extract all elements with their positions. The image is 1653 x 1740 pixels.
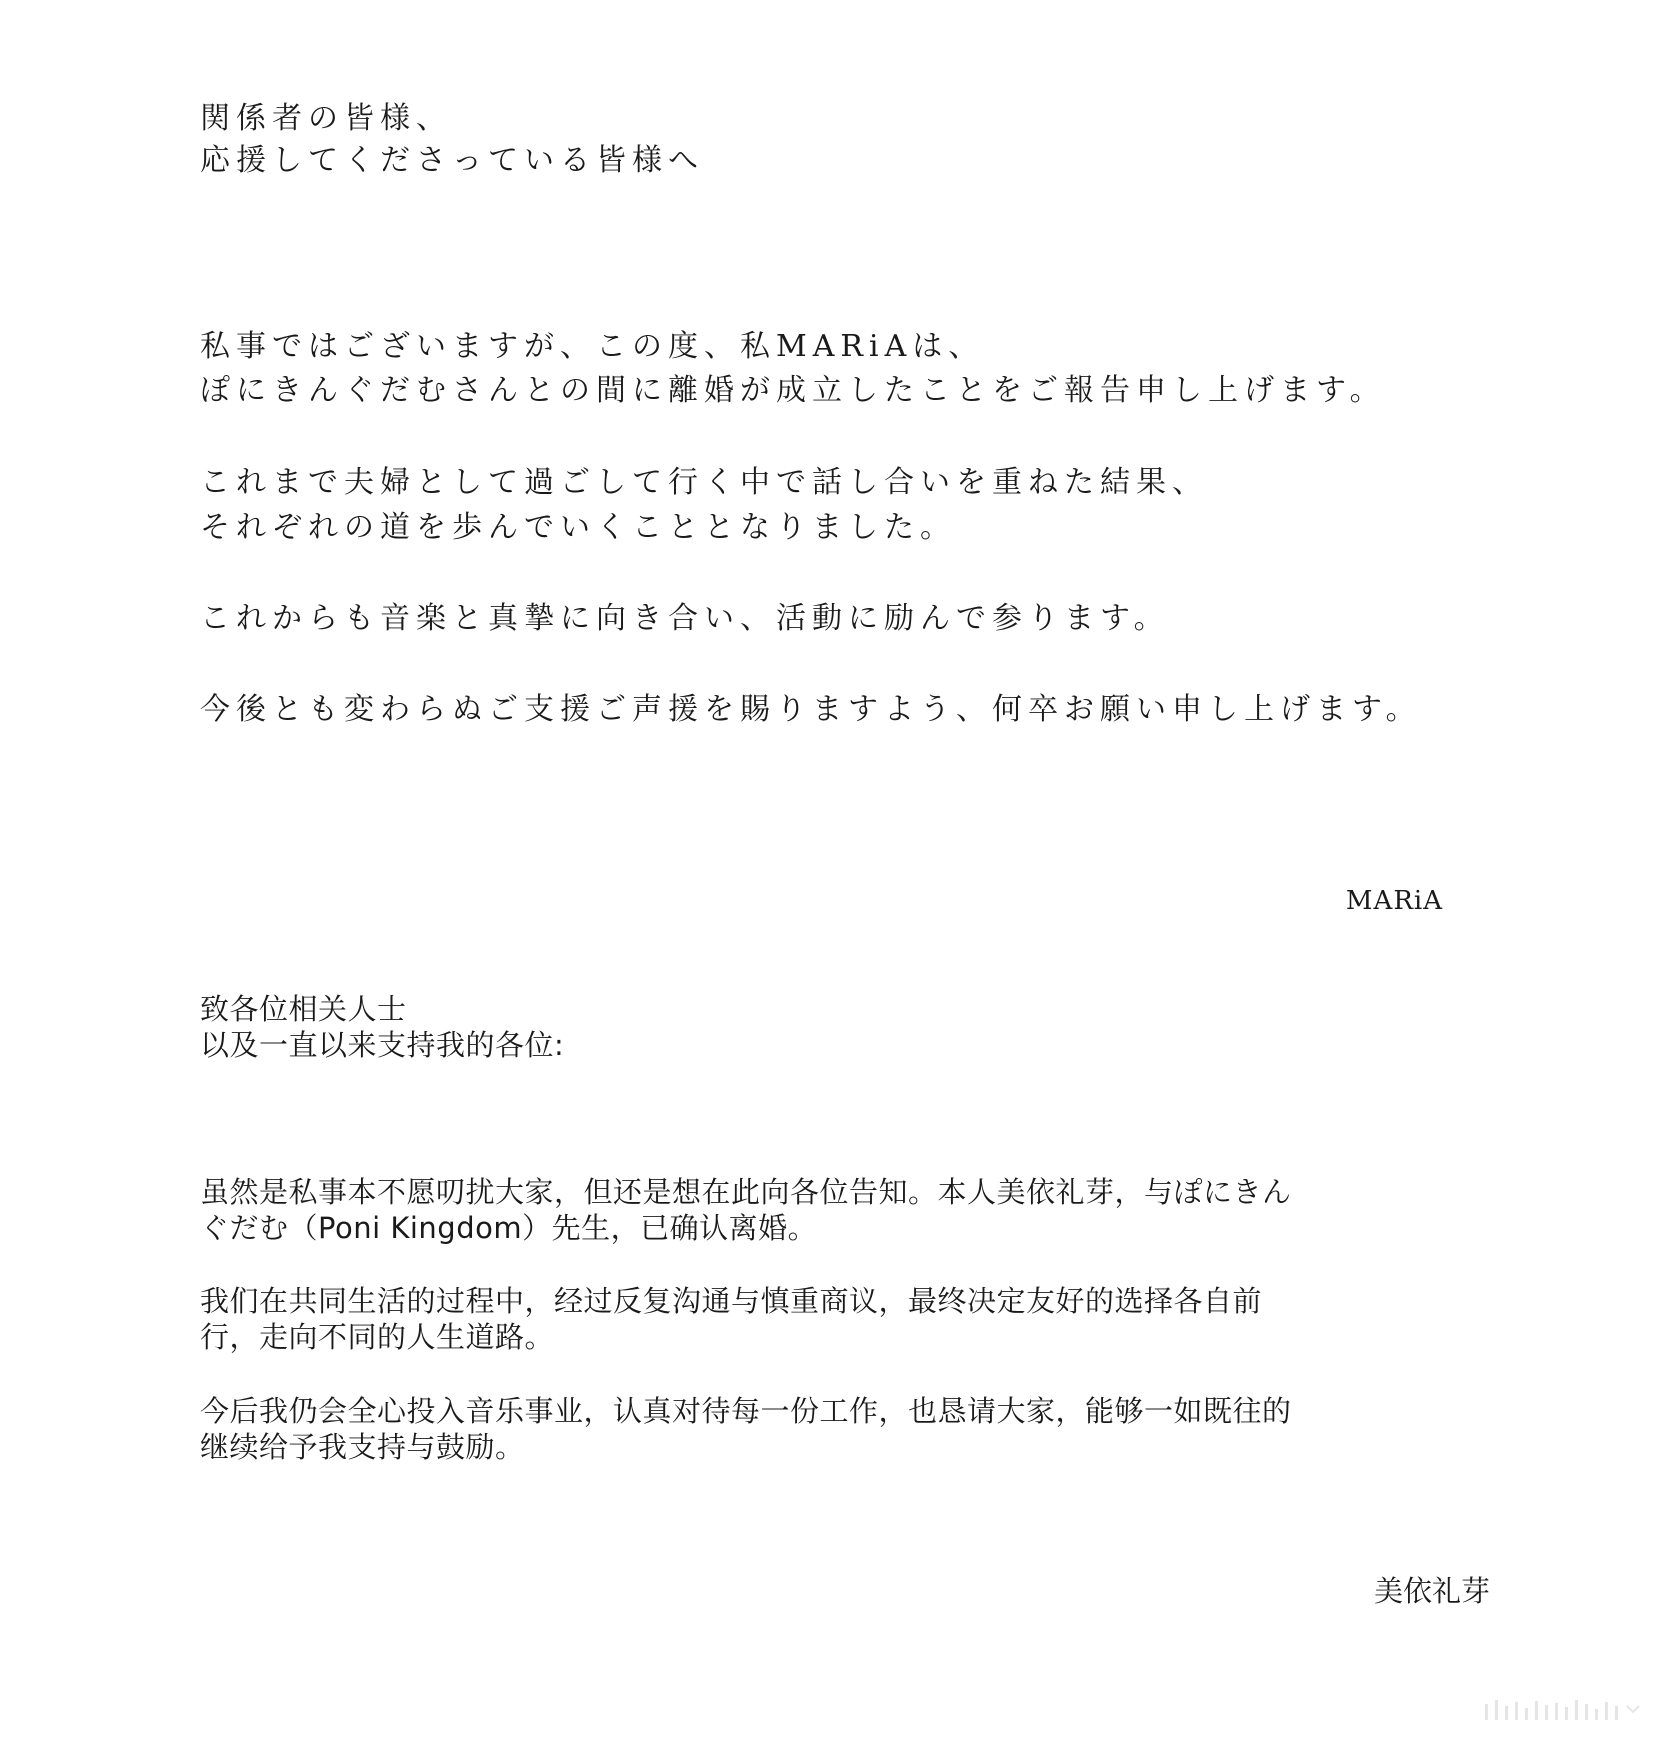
cn-greeting-line-2: 以及一直以来支持我的各位: [200, 1028, 565, 1062]
jp-paragraph1-line-2: ぽにきんぐだむさんとの間に離婚が成立したことをご報告申し上げます。 [200, 373, 1386, 408]
cn-paragraph3-line-2: 继续给予我支持与鼓励。 [200, 1430, 525, 1464]
cn-paragraph2-line-2: 行，走向不同的人生道路。 [200, 1320, 555, 1354]
jp-signature: MARiA [1345, 886, 1443, 916]
jp-greeting-line-1: 関係者の皆様、 [200, 101, 452, 136]
cn-signature: 美依礼芽 [1373, 1574, 1490, 1608]
cn-paragraph1-line-1: 虽然是私事本不愿叨扰大家，但还是想在此向各位告知。本人美依礼芽，与ぽにきん [200, 1175, 1292, 1209]
jp-paragraph3-line-1: これからも音楽と真摯に向き合い、活動に励んで参ります。 [200, 601, 1170, 636]
cn-greeting-line-1: 致各位相关人士 [200, 992, 407, 1026]
jp-paragraph4-line-1: 今後とも変わらぬご支援ご声援を賜りますよう、何卒お願い申し上げます。 [200, 692, 1422, 727]
jp-paragraph2-line-1: これまで夫婦として過ごして行く中で話し合いを重ねた結果、 [200, 465, 1208, 500]
cn-paragraph2-line-1: 我们在共同生活的过程中，经过反复沟通与慎重商议，最终决定友好的选择各自前 [200, 1284, 1263, 1318]
jp-greeting-line-2: 応援してくださっている皆様へ [200, 143, 704, 178]
watermark-icon [1485, 1698, 1645, 1720]
cn-paragraph1-line-2: ぐだむ（Poni Kingdom）先生，已确认离婚。 [200, 1211, 818, 1245]
cn-paragraph3-line-1: 今后我仍会全心投入音乐事业，认真对待每一份工作，也恳请大家，能够一如既往的 [200, 1394, 1292, 1428]
jp-paragraph2-line-2: それぞれの道を歩んでいくこととなりました。 [200, 510, 956, 545]
jp-paragraph1-line-1: 私事ではございますが、この度、私MARiAは、 [200, 329, 985, 364]
